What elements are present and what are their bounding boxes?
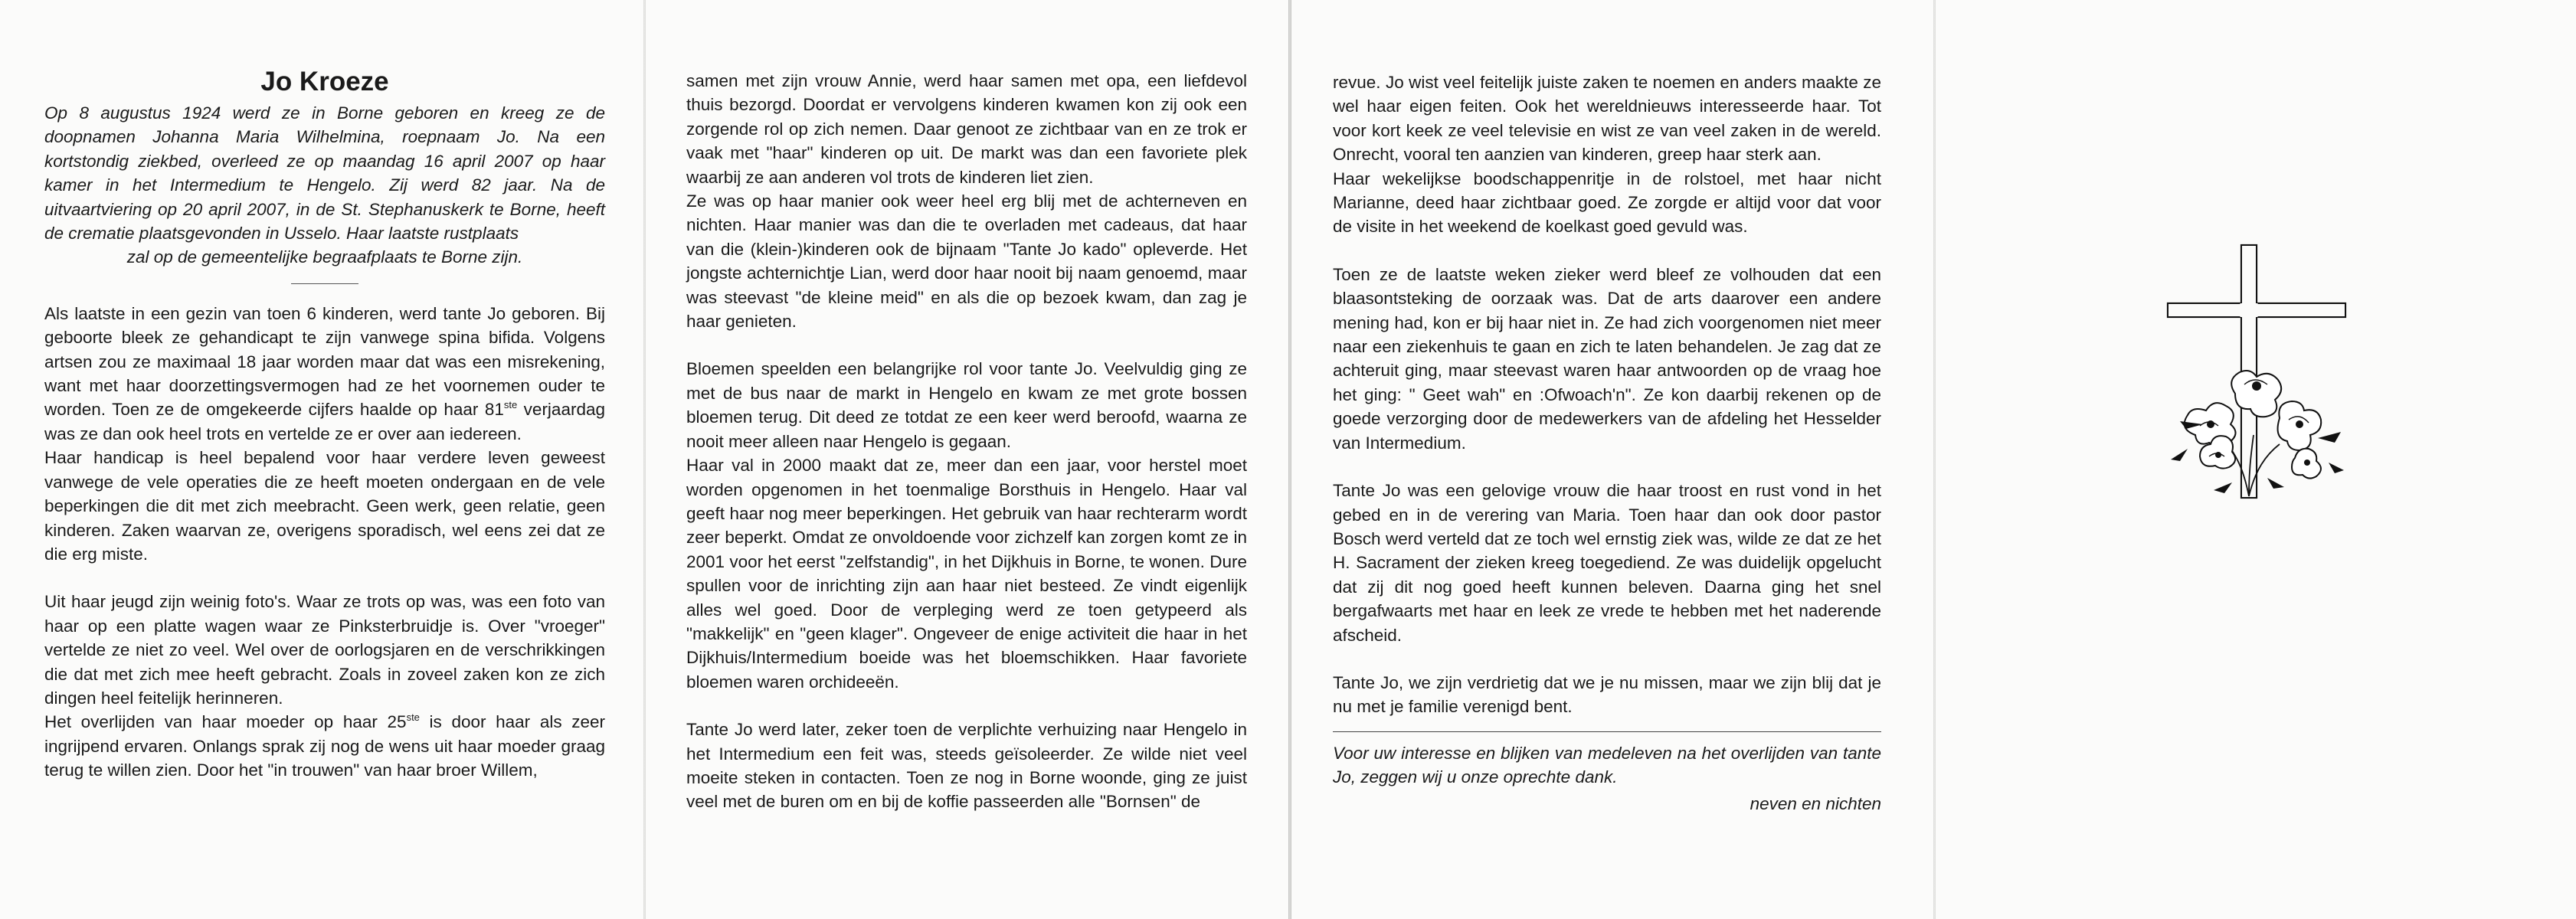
ordinal-superscript: ste (503, 399, 518, 411)
panel-biography-middle (645, 0, 1290, 919)
long-divider (1333, 731, 1881, 732)
paragraph: samen met zijn vrouw Annie, werd haar samen met opa, een liefdevol thuis bezorgd. Doordat er vervolgens kinderen kwamen kon zij ook een zorgende rol op zich nemen. Daar genoot ze zichtbaar van en ze trok er vaak met "haar" kinderen op uit. De markt was dan een favoriete plek waarbij ze aan anderen vol trots de kinderen liet zien. (686, 71, 1247, 187)
paragraph-text: Het overlijden van haar moeder op haar 25 (44, 712, 407, 732)
paragraph-text: Als laatste in een gezin van toen 6 kinderen, werd tante Jo geboren. Bij geboorte bleek ze gehandicapt te zijn vanwege spina bifida. Volgens artsen zou ze maximaal 18 jaar worden maar dat was een misrekening, want met haar doorzettingsvermogen had ze het voornemen ouder te worden. Toen ze de omgekeerde cijfers haalde op haar 81 (44, 303, 605, 420)
paragraph: Haar handicap is heel bepalend voor haar verdere leven geweest vanwege de vele operaties die ze heeft moeten ondergaan en de vele beperkingen die dit met zich meebracht. Geen werk, geen relatie, geen kinderen. Zaken waarvan ze, overigens sporadisch, wel eens zei dat ze die erg miste. (44, 448, 605, 564)
column-3 (1333, 0, 1881, 919)
paragraph: Ze was op haar manier ook weer heel erg blij met de achterneven en nichten. Haar manier was dan die te overladen met cadeaus, dat haar van die (klein-)kinderen ook de bijnaam "Tante Jo kado" opleverde. Het jongste achternichtje Lian, werd door haar nooit bij naam genoemd, maar was steevast "de kleine meid" en als die op bezoek kwam, dan zag je haar genieten. (686, 191, 1247, 332)
fold-line (1288, 0, 1291, 919)
ordinal-superscript: ste (406, 711, 420, 724)
column-2 (686, 0, 1247, 919)
intro-paragraph (44, 101, 605, 270)
signature: neven en nichten (1750, 793, 1881, 813)
paragraph (44, 302, 605, 446)
fold-line (1933, 0, 1936, 919)
panel-biography-end (1290, 0, 1935, 919)
intro-text: Op 8 augustus 1924 werd ze in Borne geboren en kreeg ze de doopnamen Johanna Maria Wilhelmina, roepnaam Jo. Na een kortstondig ziekbed, overleed ze op maandag 16 april 2007 op haar kamer in het Intermedium te Hengelo. Zij werd 82 jaar. Na de uitvaartviering op 20 april 2007, in de St. Stephanuskerk te Borne, heeft de crematie plaatsgevonden in Usselo. Haar laatste rustplaats (44, 103, 605, 244)
paragraph: Tante Jo was een gelovige vrouw die haar troost en rust vond in het gebed en in de verering van Maria. Toen haar dan ook door pastor Bosch werd verteld dat ze toch wel ernstig ziek was, wilde ze dat ze het H. Sacrament der zieken kreeg toegediend. Ze was duidelijk opgelucht dat zij dit nog goed heeft kunnen beleven. Daarna ging het snel bergafwaarts met haar en leek ze vrede te hebben met het naderende afscheid. (1333, 481, 1881, 645)
cross-with-flowers-icon (2165, 244, 2349, 516)
paragraph: Haar wekelijkse boodschappenritje in de rolstoel, met haar nicht Marianne, deed haar zichtbaar goed. Ze zorgde er altijd voor dat voor de visite in het weekend de koelkast goed gevuld was. (1333, 168, 1881, 237)
paragraph: Bloemen speelden een belangrijke rol voor tante Jo. Veelvuldig ging ze met de bus naar de markt in Hengelo en kwam ze met grote bossen bloemen terug. Dit deed ze totdat ze een keer werd beroofd, waarna ze nooit meer alleen naar Hengelo is gegaan. (686, 359, 1247, 451)
paragraph: revue. Jo wist veel feitelijk juiste zaken te noemen en anders maakte ze wel haar eigen feiten. Ook het wereldnieuws interesseerde haar. Tot voor kort keek ze veel televisie en wist ze van veel zaken in de wereld. Onrecht, vooral ten aanzien van kinderen, greep haar sterk aan. (1333, 73, 1881, 165)
intro-last-line: zal op de gemeentelijke begraafplaats te Borne zijn. (126, 247, 523, 267)
closing-paragraph: Tante Jo, we zijn verdrietig dat we je nu missen, maar we zijn blij dat je nu met je familie verenigd bent. (1333, 672, 1881, 717)
thanks-text: Voor uw interesse en blijken van medeleven na het overlijden van tante Jo, zeggen wij u onze oprechte dank. (1333, 743, 1881, 787)
paragraph: Tante Jo werd later, zeker toen de verplichte verhuizing naar Hengelo in het Intermedium een feit was, steeds geïsoleerder. Ze wilde niet veel moeite steken in contacten. Toen ze nog in Borne woonde, ging ze juist veel met de buren om en bij de koffie passeerden alle "Bornsen" de (686, 720, 1247, 812)
paragraph: Haar val in 2000 maakt dat ze, meer dan een jaar, voor herstel moet worden opgenomen in het toenmalige Borsthuis in Hengelo. Haar val geeft haar nog meer beperkingen. Het gebruik van haar rechterarm wordt zeer beperkt. Omdat ze onvoldoende voor zichzelf kan zorgen komt ze in 2001 voor het eerst "zelfstandig", in het Dijkhuis in Borne, te wonen. Dure spullen voor de inrichting zijn aan haar niet besteed. Ze vindt eigenlijk alles wel goed. Door de verpleging werd ze toen getypeerd als "makkelijk" en "geen klager". Ongeveer de enige activiteit die haar in het Dijkhuis/Intermedium boeide was het bloemschikken. Haar favoriete bloemen waren orchideeën. (686, 456, 1247, 692)
short-divider (291, 283, 358, 284)
panel-cover-back (1935, 0, 2576, 919)
paragraph (44, 710, 605, 782)
page-title: Jo Kroeze (260, 67, 389, 96)
fold-line (643, 0, 646, 919)
column-1 (44, 0, 605, 919)
paragraph-text: is door haar als zeer ingrijpend ervaren. Onlangs sprak zij nog de wens uit haar moeder graag terug te willen zien. Door het "in trouwen" van haar broer Willem, (44, 712, 606, 780)
paragraph-text: verjaardag was ze dan ook heel trots en vertelde ze er over aan iedereen. (44, 400, 605, 443)
paragraph: Uit haar jeugd zijn weinig foto's. Waar ze trots op was, was een foto van haar op een platte wagen waar ze Pinksterbruidje is. Over "vroeger" vertelde ze niet zo veel. Wel over de oorlogsjaren en de verschrikkingen die dat met zich mee heeft gebracht. Zoals in zoveel zaken kon ze zich dingen heel feitelijk herinneren. (44, 592, 605, 708)
paragraph: Toen ze de laatste weken zieker werd bleef ze volhouden dat een blaasontsteking de oorzaak was. Dat de arts daarover een andere mening had, kon er bij haar niet in. Ze had zich voorgenomen niet meer naar een ziekenhuis te gaan en zich te laten behandelen. Je zag dat ze achteruit ging, maar steevast waren haar antwoorden op de vraag hoe het ging: " Geet wah" en :Ofwoach'n". Ze kon daarbij rekenen op de goede verzorging door de medewerkers van de afdeling het Hesselder van Intermedium. (1333, 264, 1881, 453)
panel-biography-start (0, 0, 645, 919)
